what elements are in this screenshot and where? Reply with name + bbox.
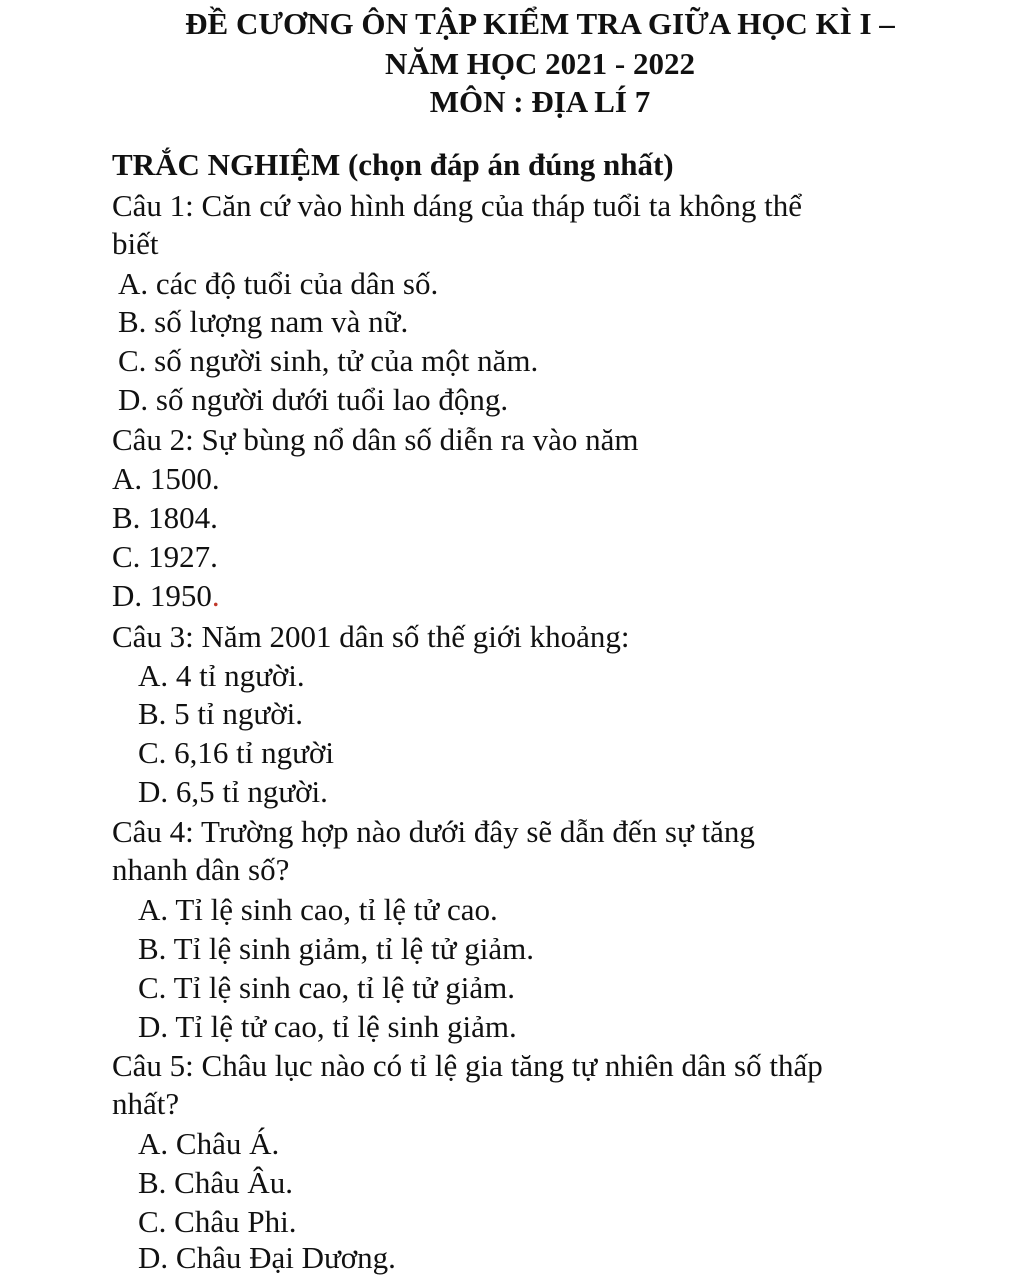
header-title-line-2: NĂM HỌC 2021 - 2022: [385, 46, 695, 81]
option-c: C. 6,16 tỉ người: [138, 735, 334, 770]
option-c: C. Tỉ lệ sinh cao, tỉ lệ tử giảm.: [138, 970, 515, 1005]
question-text: Câu 5: Châu lục nào có tỉ lệ gia tăng tự nhiên dân số thấp: [112, 1048, 823, 1083]
option-c: C. 1927.: [112, 539, 218, 574]
option-a: A. 1500.: [112, 461, 220, 496]
question-text-continued: nhất?: [112, 1086, 180, 1121]
option-b: B. Châu Âu.: [138, 1165, 293, 1200]
header-title-line-1: ĐỀ CƯƠNG ÔN TẬP KIỂM TRA GIỮA HỌC KÌ I –: [185, 6, 895, 41]
question-text: Câu 2: Sự bùng nổ dân số diễn ra vào năm: [112, 422, 639, 457]
question-text: Câu 3: Năm 2001 dân số thế giới khoảng:: [112, 619, 630, 654]
option-c: C. số người sinh, tử của một năm.: [118, 343, 539, 378]
option-a: A. Châu Á.: [138, 1126, 280, 1161]
question-text: Câu 4: Trường hợp nào dưới đây sẽ dẫn đến sự tăng: [112, 814, 755, 849]
option-b: B. 1804.: [112, 500, 218, 535]
option-d: D. Châu Đại Dương.: [138, 1240, 396, 1275]
question-text-continued: biết: [112, 226, 159, 261]
option-d: [112, 576, 220, 616]
option-a: A. Tỉ lệ sinh cao, tỉ lệ tử cao.: [138, 892, 498, 927]
section-title: TRẮC NGHIỆM (chọn đáp án đúng nhất): [112, 147, 674, 182]
option-d: D. 6,5 tỉ người.: [138, 774, 328, 809]
option-d: D. Tỉ lệ tử cao, tỉ lệ sinh giảm.: [138, 1009, 517, 1044]
question-text: Câu 1: Căn cứ vào hình dáng của tháp tuổi ta không thể: [112, 188, 803, 223]
option-a: A. 4 tỉ người.: [138, 658, 305, 693]
question-text-continued: nhanh dân số?: [112, 852, 290, 887]
option-a: A. các độ tuổi của dân số.: [118, 266, 439, 301]
option-b: B. số lượng nam và nữ.: [118, 304, 409, 339]
header-subject: MÔN : ĐỊA LÍ 7: [429, 84, 651, 119]
option-d-period: .: [211, 578, 220, 613]
option-d-text: D. 1950: [112, 578, 212, 613]
option-d: D. số người dưới tuổi lao động.: [118, 382, 509, 417]
option-c: C. Châu Phi.: [138, 1204, 297, 1239]
option-b: B. 5 tỉ người.: [138, 696, 303, 731]
option-b: B. Tỉ lệ sinh giảm, tỉ lệ tử giảm.: [138, 931, 534, 966]
